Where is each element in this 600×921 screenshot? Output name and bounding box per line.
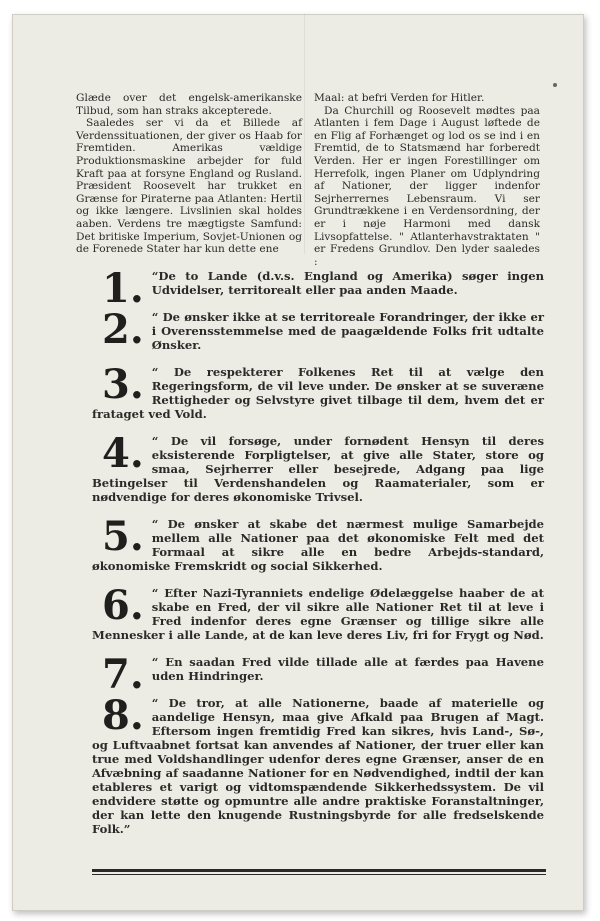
charter-point-4 bbox=[92, 430, 544, 504]
point-text: “ De respekterer Folkenes Ret til at vælge den Regeringsform, de vil leve under. De ønsker at se suveræne Rettigheder og Selvstyre givet tilbage til dem, hvem det er frataget ved Vold. bbox=[92, 365, 544, 421]
point-text: “ De tror, at alle Nationerne, baade af materielle og aandelige Hensyn, maa give Afkald paa Brugen af Magt. Eftersom ingen fremtidig Fred kan sikres, hvis Land-, Sø-, og Luftvaabnet fortsat kan anvendes af Nationer, der truer eller kan true med Voldshandlinger udenfor deres egne Grænser, anser de en Afvæbning af saadanne Nationer for en Nødvendighed, indtil der kan etableres et varigt og vidtomspændende Sikkerhedssystem. De vil endvidere støtte og opmuntre alle andre praktiske Foranstaltninger, der kan lette den knugende Rustningsbyrde for alle fredselskende Folk.” bbox=[92, 696, 544, 836]
intro-text bbox=[76, 92, 540, 268]
charter-point-7 bbox=[92, 651, 544, 698]
point-text: “ En saadan Fred vilde tillade alle at færdes paa Havene uden Hindringer. bbox=[151, 655, 544, 683]
point-number: 5. bbox=[102, 513, 144, 560]
intro-right-paragraph-2: Da Churchill og Roosevelt mødtes paa Atlanten i fem Dage i August løftede de en Flig af Forhænget og lod os se ind i en Fremtid, de to Statsmænd har forberedt Verden. Her er ingen Forestillinger om Herrefolk, ingen Planer om Udplyndring af Nationer, der ligger indenfor Sejrherrernes Lebensraum. Vi ser Grundtrækkene i en Verdensordning, der er i nøje Harmoni med dansk Livsopfattelse. " Atlanterhavstraktaten " er Fredens Grundlov. Den lyder saaledes : bbox=[314, 104, 540, 268]
intro-right-column bbox=[314, 92, 540, 268]
footer-rule-thin bbox=[92, 874, 546, 875]
charter-point-3 bbox=[92, 361, 544, 421]
charter-point-6 bbox=[92, 582, 544, 642]
point-number: 7. bbox=[102, 651, 144, 698]
footer-rule-thick bbox=[92, 869, 546, 872]
charter-point-2 bbox=[92, 306, 544, 353]
point-number: 6. bbox=[102, 582, 144, 629]
point-text: “ De vil forsøge, under fornødent Hensyn til deres eksisterende Forpligtelser, at give alle Stater, store og smaa, Sejrherrer eller besejrede, Adgang paa lige Betingelser til Verdenshandelen og Raamaterialer, som er nødvendige for deres økonomiske Trivsel. bbox=[92, 434, 544, 504]
point-number: 3. bbox=[102, 361, 144, 408]
charter-point-1 bbox=[92, 265, 544, 312]
charter-points bbox=[92, 265, 544, 849]
point-text: “ De ønsker ikke at se territoreale Forandringer, der ikke er i Overensstemmelse med de paagældende Folks frit udtalte Ønsker. bbox=[151, 310, 544, 352]
point-number: 1. bbox=[102, 265, 144, 312]
point-number: 2. bbox=[102, 306, 144, 353]
charter-point-5 bbox=[92, 513, 544, 573]
point-text: “ Efter Nazi-Tyranniets endelige Ødelæggelse haaber de at skabe en Fred, der vil sikre alle Nationer Ret til at leve i Fred indenfor deres egne Grænser og tillige sikre alle Mennesker i alle Lande, at de kan leve deres Liv, fri for Frygt og Nød. bbox=[92, 586, 544, 642]
point-number: 4. bbox=[102, 430, 144, 477]
ink-spot bbox=[553, 83, 557, 87]
intro-left-paragraph-1: Glæde over det engelsk-amerikanske Tilbud, som han straks akcepterede. bbox=[76, 92, 302, 117]
point-number: 8. bbox=[102, 692, 144, 739]
point-text: “ De ønsker at skabe det nærmest mulige Samarbejde mellem alle Nationer paa det økonomiske Felt med det Formaal at sikre alle en bedre Arbejds-standard, økonomiske Fremskridt og social Sikkerhed. bbox=[92, 517, 544, 573]
leaflet-page bbox=[12, 14, 584, 911]
intro-left-column bbox=[76, 92, 302, 268]
charter-point-8 bbox=[92, 692, 544, 836]
intro-right-paragraph-1: Maal: at befri Verden for Hitler. bbox=[314, 92, 485, 104]
intro-left-paragraph-2: Saaledes ser vi da et Billede af Verdenssituationen, der giver os Haab for Fremtiden. Amerikas vældige Produktionsmaskine arbejder for fuld Kraft paa at forsyne England og Rusland. Præsident Roosevelt har trukket en Grænse for Piraterne paa Atlanten: Hertil og ikke længere. Livslinien skal holdes aaben. Verdens tre mægtigste Samfund: Det britiske Imperium, Sovjet-Unionen og de Forenede Stater har kun dette ene bbox=[76, 117, 302, 256]
point-text: “De to Lande (d.v.s. England og Amerika) søger ingen Udvidelser, territorealt eller paa anden Maade. bbox=[151, 269, 544, 297]
